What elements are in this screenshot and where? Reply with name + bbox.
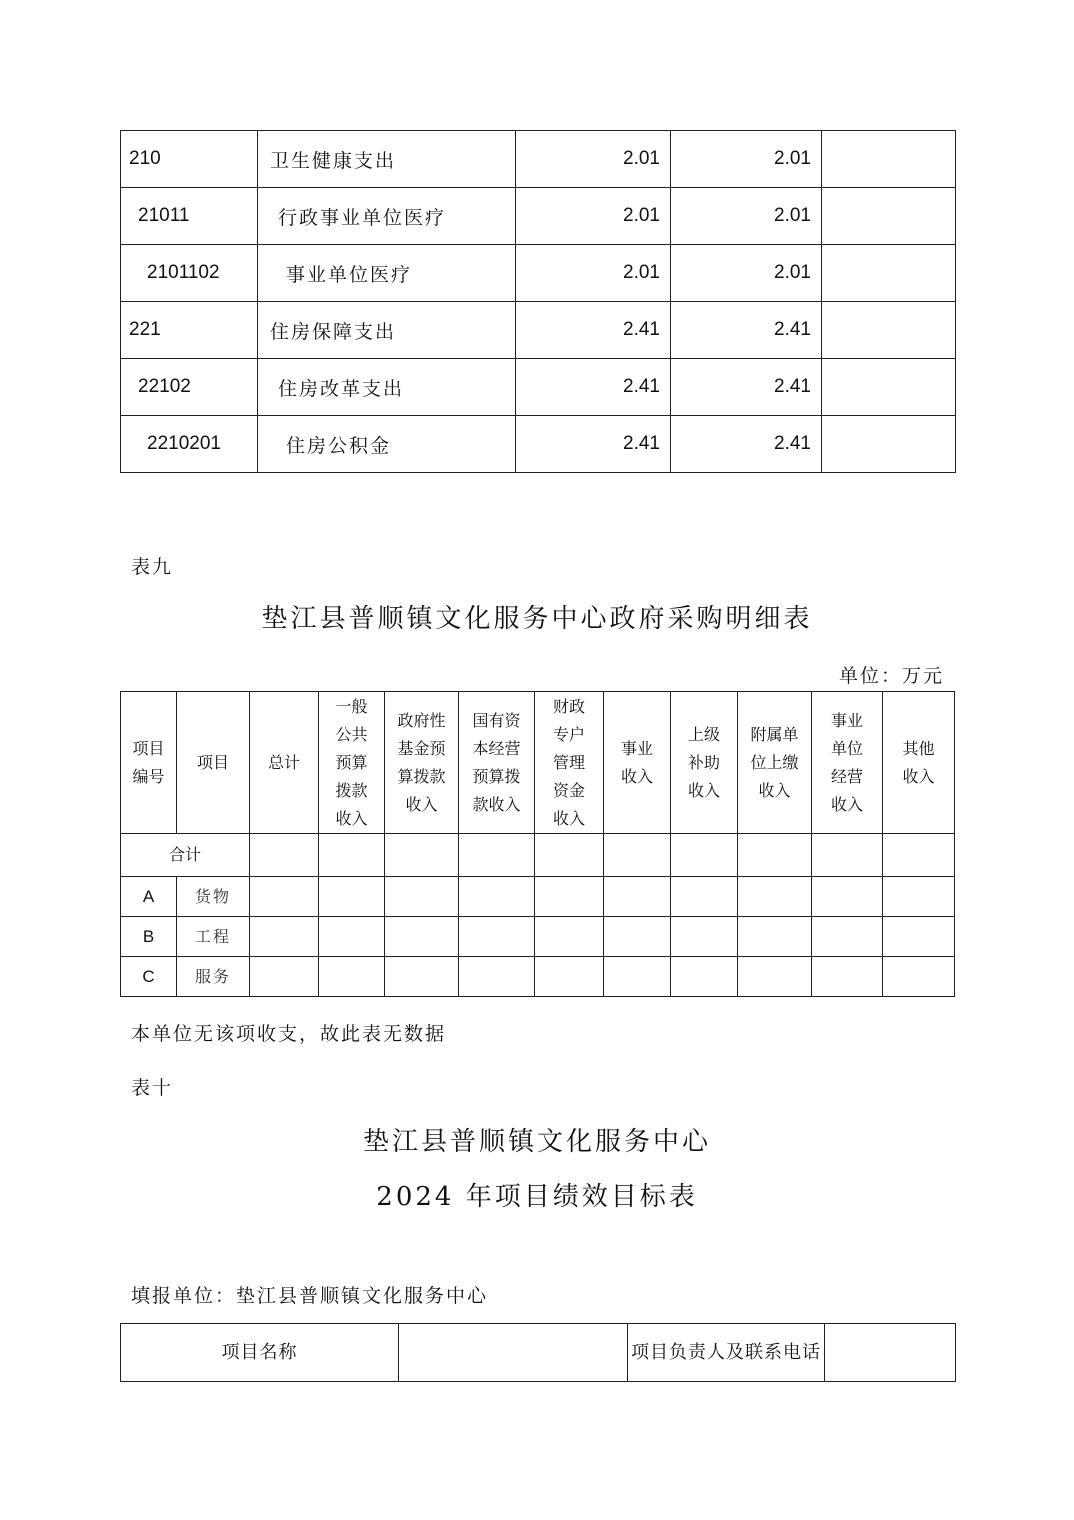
budget-code: 2101102: [121, 245, 258, 302]
budget-value-total: 2.01: [516, 131, 671, 188]
table10-label: 表十: [131, 1077, 174, 1099]
contact-value: [825, 1324, 956, 1382]
table10-fill-unit: 填报单位：垫江县普顺镇文化服务中心: [131, 1285, 489, 1307]
procurement-category-row: [121, 957, 955, 997]
table9-unit: 单位：万元: [838, 665, 944, 687]
performance-goal-table: [120, 1323, 956, 1382]
budget-name: 住房公积金: [258, 416, 516, 473]
total-label: 合计: [121, 834, 250, 877]
table9-note: 本单位无该项收支，故此表无数据: [131, 1023, 447, 1045]
category-code: B: [121, 917, 177, 957]
procurement-empty-cell: [250, 957, 319, 997]
procurement-empty-cell: [812, 957, 883, 997]
contact-label: 项目负责人及联系电话: [628, 1324, 825, 1382]
budget-name: 住房改革支出: [258, 359, 516, 416]
procurement-empty-cell: [604, 877, 671, 917]
budget-value-total: 2.41: [516, 302, 671, 359]
procurement-empty-cell: [738, 917, 812, 957]
procurement-header-cell: 财政 专户 管理 资金 收入: [535, 692, 604, 834]
procurement-header-cell: 事业 收入: [604, 692, 671, 834]
procurement-empty-cell: [250, 877, 319, 917]
procurement-empty-cell: [535, 917, 604, 957]
procurement-empty-cell: [812, 917, 883, 957]
category-name: 货物: [177, 877, 250, 917]
procurement-empty-cell: [535, 877, 604, 917]
category-code: C: [121, 957, 177, 997]
budget-name: 住房保障支出: [258, 302, 516, 359]
procurement-empty-cell: [604, 957, 671, 997]
procurement-category-row: [121, 917, 955, 957]
budget-value-basic: 2.41: [671, 416, 822, 473]
procurement-empty-cell: [319, 917, 385, 957]
procurement-empty-cell: [459, 957, 535, 997]
budget-name: 行政事业单位医疗: [258, 188, 516, 245]
procurement-category-row: [121, 877, 955, 917]
budget-value-project: [822, 245, 956, 302]
procurement-empty-cell: [671, 877, 738, 917]
procurement-empty-cell: [459, 877, 535, 917]
procurement-empty-cell: [883, 917, 955, 957]
table9-label: 表九: [131, 556, 174, 578]
budget-name: 事业单位医疗: [258, 245, 516, 302]
procurement-header-cell: 政府性 基金预 算拨款 收入: [385, 692, 459, 834]
procurement-empty-cell: [385, 957, 459, 997]
budget-value-project: [822, 359, 956, 416]
budget-code: 2210201: [121, 416, 258, 473]
budget-value-total: 2.01: [516, 245, 671, 302]
category-name: 工程: [177, 917, 250, 957]
budget-value-basic: 2.41: [671, 359, 822, 416]
procurement-empty-cell: [738, 877, 812, 917]
procurement-total-row: [121, 834, 955, 877]
procurement-header-cell: 附属单 位上缴 收入: [738, 692, 812, 834]
budget-value-basic: 2.41: [671, 302, 822, 359]
budget-code: 221: [121, 302, 258, 359]
procurement-header-cell: 项目: [177, 692, 250, 834]
table10-title-line1: 垫江县普顺镇文化服务中心: [362, 1127, 711, 1157]
procurement-header-cell: 其他 收入: [883, 692, 955, 834]
budget-row: [121, 302, 956, 359]
table9-title: 垫江县普顺镇文化服务中心政府采购明细表: [261, 604, 813, 634]
budget-row: [121, 416, 956, 473]
procurement-empty-cell: [385, 877, 459, 917]
category-code: A: [121, 877, 177, 917]
project-name-value: [399, 1324, 628, 1382]
procurement-header-cell: 上级 补助 收入: [671, 692, 738, 834]
procurement-header-row: [121, 692, 955, 834]
budget-row: [121, 131, 956, 188]
budget-code: 22102: [121, 359, 258, 416]
budget-value-project: [822, 188, 956, 245]
procurement-empty-cell: [385, 917, 459, 957]
budget-value-basic: 2.01: [671, 188, 822, 245]
budget-row: [121, 188, 956, 245]
procurement-empty-cell: [459, 917, 535, 957]
procurement-header-cell: 国有资 本经营 预算拨 款收入: [459, 692, 535, 834]
procurement-empty-cell: [319, 877, 385, 917]
category-name: 服务: [177, 957, 250, 997]
procurement-empty-cell: [883, 957, 955, 997]
budget-value-basic: 2.01: [671, 245, 822, 302]
budget-table-body: [121, 131, 956, 473]
budget-value-project: [822, 131, 956, 188]
procurement-empty-cell: [738, 957, 812, 997]
procurement-table: [120, 691, 955, 997]
budget-value-basic: 2.01: [671, 131, 822, 188]
project-info-row: [121, 1324, 956, 1382]
procurement-empty-cell: [535, 957, 604, 997]
procurement-header-cell: 一般 公共 预算 拨款 收入: [319, 692, 385, 834]
procurement-header-cell: 总计: [250, 692, 319, 834]
procurement-rows: [121, 877, 955, 997]
procurement-empty-cell: [671, 957, 738, 997]
procurement-empty-cell: [250, 917, 319, 957]
budget-name: 卫生健康支出: [258, 131, 516, 188]
procurement-header-cell: 事业 单位 经营 收入: [812, 692, 883, 834]
budget-value-total: 2.41: [516, 416, 671, 473]
procurement-empty-cell: [671, 917, 738, 957]
procurement-header-cell: 项目 编号: [121, 692, 177, 834]
budget-code: 21011: [121, 188, 258, 245]
budget-row: [121, 359, 956, 416]
budget-expenditure-table: [120, 130, 956, 473]
procurement-empty-cell: [604, 917, 671, 957]
procurement-empty-cell: [883, 877, 955, 917]
procurement-empty-cell: [319, 957, 385, 997]
budget-row: [121, 245, 956, 302]
procurement-empty-cell: [812, 877, 883, 917]
project-name-label: 项目名称: [121, 1324, 399, 1382]
budget-value-total: 2.01: [516, 188, 671, 245]
budget-value-project: [822, 416, 956, 473]
table10-title-line2: 2024 年项目绩效目标表: [376, 1182, 698, 1212]
budget-value-project: [822, 302, 956, 359]
budget-code: 210: [121, 131, 258, 188]
budget-value-total: 2.41: [516, 359, 671, 416]
